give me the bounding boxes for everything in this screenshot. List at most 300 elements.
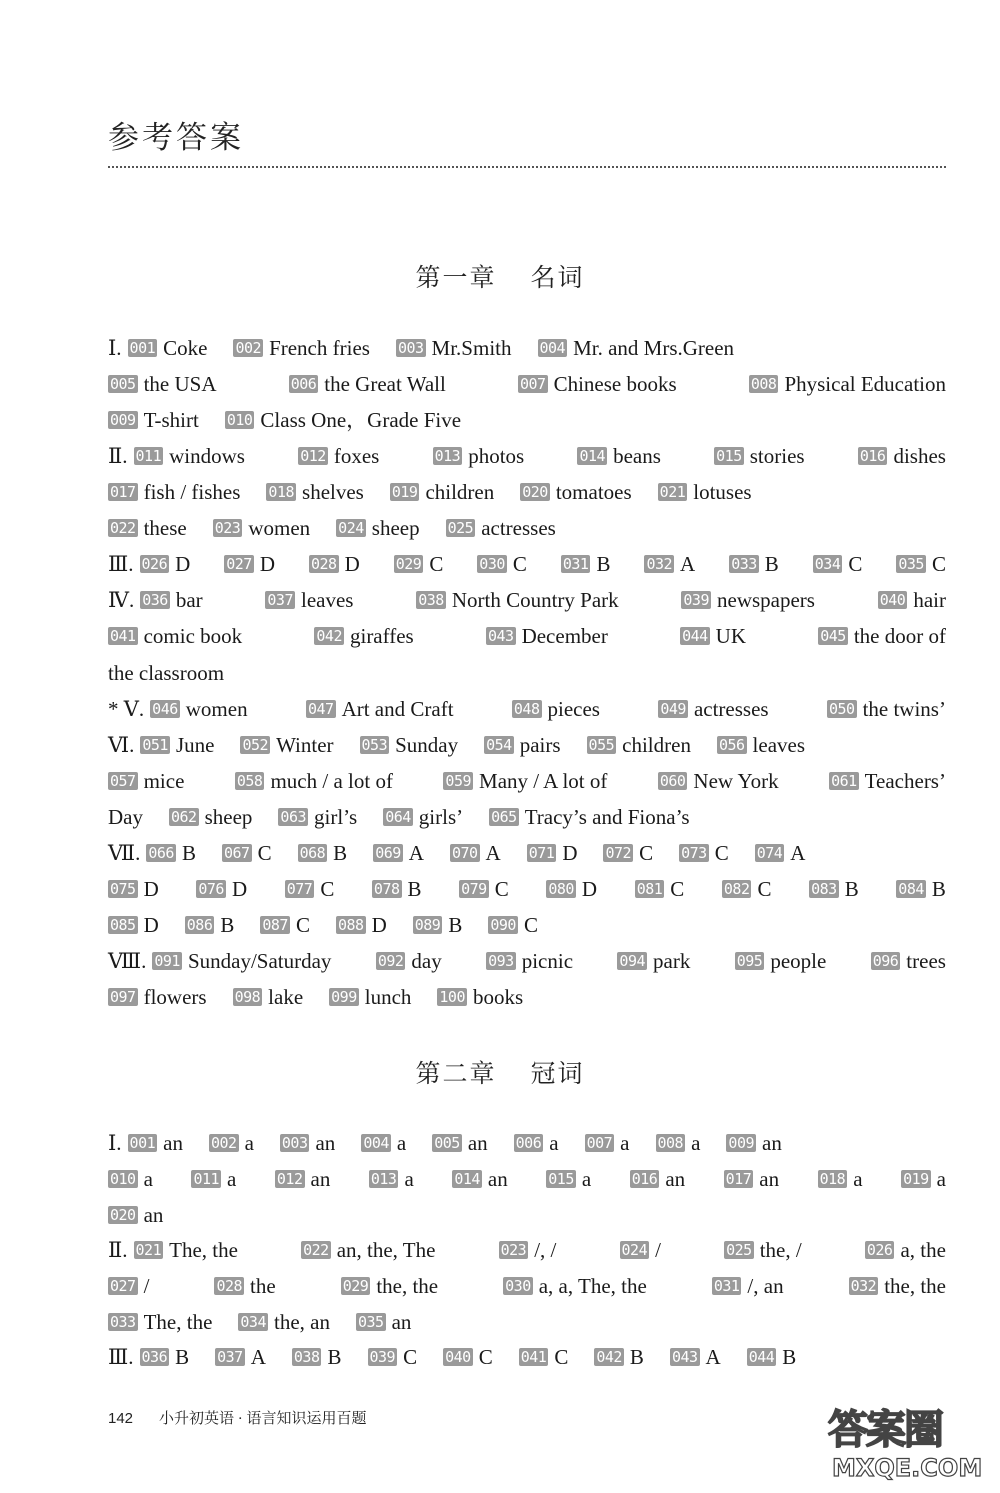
answer-text: women	[185, 697, 248, 721]
answer-text: lake	[268, 985, 304, 1009]
answer-text: A	[790, 841, 806, 865]
answer-text: an, the, The	[336, 1238, 436, 1262]
question-number-badge: 096	[872, 952, 899, 970]
answer-text: a	[853, 1167, 863, 1191]
answer-item	[437, 982, 523, 1012]
question-number-badge: 021	[135, 1241, 162, 1259]
answer-item	[446, 513, 556, 543]
answer-text: flowers	[143, 985, 207, 1009]
question-number-badge: 034	[814, 555, 841, 573]
answer-item	[341, 1271, 438, 1301]
answer-item	[520, 477, 631, 507]
question-number-badge: 045	[820, 627, 846, 645]
answer-item	[265, 585, 353, 615]
answer-line	[108, 1271, 946, 1301]
answer-text: D	[259, 552, 276, 576]
question-number-badge: 086	[186, 916, 213, 934]
line-lead	[108, 585, 203, 615]
question-number-badge: 056	[718, 736, 745, 754]
answer-text: D	[231, 877, 248, 901]
answer-text: an	[665, 1167, 686, 1191]
answer-text: C	[429, 552, 444, 576]
answer-text: A	[485, 841, 501, 865]
answer-item	[459, 874, 509, 904]
question-number-badge: 024	[621, 1241, 648, 1259]
question-number-badge: 028	[310, 555, 337, 573]
answer-text: C	[931, 552, 946, 576]
question-number-badge: 031	[562, 555, 589, 573]
answer-item	[292, 1342, 342, 1372]
question-number-badge: 021	[659, 483, 686, 501]
answer-item	[433, 441, 525, 471]
question-number-badge: 097	[110, 988, 136, 1006]
question-number-badge: 012	[276, 1170, 303, 1188]
answer-text: Art and Craft	[341, 697, 454, 721]
answer-text: a	[549, 1131, 559, 1155]
question-number-badge: 007	[586, 1134, 613, 1152]
answer-item	[108, 766, 184, 796]
answer-line	[108, 658, 946, 688]
answer-text: newspapers	[717, 588, 815, 612]
answer-text: an	[163, 1131, 183, 1155]
answer-item	[306, 694, 454, 724]
question-number-badge: 067	[223, 844, 250, 862]
answer-item	[829, 766, 946, 796]
answer-text: windows	[169, 444, 245, 468]
question-number-badge: 088	[337, 916, 364, 934]
answer-item	[594, 1342, 644, 1372]
answer-item	[108, 621, 242, 651]
answer-text: The, the	[143, 1310, 213, 1334]
answer-item	[635, 874, 685, 904]
question-number-badge: 028	[216, 1277, 243, 1295]
answer-text: D	[344, 552, 360, 576]
question-number-badge: 069	[375, 844, 401, 862]
answer-item	[514, 1128, 559, 1158]
question-number-badge: 055	[588, 736, 615, 754]
answer-item	[383, 802, 463, 832]
chapter-1-heading	[0, 258, 1000, 294]
section-numeral: Ⅰ.	[108, 336, 122, 360]
answer-item	[679, 838, 729, 868]
answer-item	[477, 549, 527, 579]
answer-text: fish / fishes	[143, 480, 241, 504]
question-number-badge: 044	[682, 627, 708, 645]
answer-text: park	[653, 949, 691, 973]
answer-item	[128, 333, 208, 363]
answer-text: leaves	[752, 733, 806, 757]
answer-text: picnic	[521, 949, 574, 973]
question-number-badge: 081	[636, 880, 663, 898]
answer-item	[486, 946, 573, 976]
question-number-badge: 027	[110, 1277, 136, 1295]
question-number-badge: 059	[445, 772, 472, 790]
line-lead	[108, 1342, 215, 1372]
question-number-badge: 019	[391, 483, 418, 501]
answer-line	[108, 441, 946, 471]
section-numeral: Ⅶ.	[108, 841, 141, 865]
answer-text: children	[425, 480, 495, 504]
question-number-badge: 011	[135, 447, 162, 465]
answer-item	[224, 549, 275, 579]
answer-text: /, an	[747, 1274, 784, 1298]
answer-text: C	[554, 1345, 569, 1369]
answer-item	[499, 1235, 557, 1265]
section-numeral: Ⅷ.	[108, 949, 147, 973]
answer-item	[658, 766, 779, 796]
answer-text: A	[408, 841, 424, 865]
answer-text: foxes	[333, 444, 380, 468]
answer-item	[215, 1342, 266, 1372]
answer-text: an	[391, 1310, 412, 1334]
answer-item	[361, 1128, 406, 1158]
question-number-badge: 027	[226, 555, 252, 573]
answer-item	[484, 730, 560, 760]
answer-text: much / a lot of	[270, 769, 393, 793]
answer-text: mice	[143, 769, 185, 793]
answer-text: an	[759, 1167, 780, 1191]
answer-text: an	[315, 1131, 336, 1155]
question-number-badge: 084	[898, 880, 924, 898]
answer-item	[396, 333, 512, 363]
answer-text: actresses	[693, 697, 769, 721]
answer-item	[336, 910, 387, 940]
answer-text: trees	[906, 949, 946, 973]
question-number-badge: 003	[281, 1134, 308, 1152]
answer-item	[368, 1342, 418, 1372]
answer-line	[108, 874, 946, 904]
question-number-badge: 066	[148, 844, 174, 862]
answer-line	[108, 405, 946, 435]
answer-text: B	[175, 1345, 190, 1369]
answer-text: C	[403, 1345, 418, 1369]
answer-text: B	[629, 1345, 644, 1369]
answer-item	[191, 1164, 236, 1194]
question-number-badge: 017	[725, 1170, 752, 1188]
question-number-badge: 025	[447, 519, 474, 537]
chapter-number: 第一章	[415, 265, 497, 292]
answer-text: Sunday	[395, 733, 459, 757]
question-number-badge: 043	[487, 627, 514, 645]
question-number-badge: 034	[240, 1313, 266, 1331]
question-number-badge: 022	[110, 519, 136, 537]
question-number-badge: 098	[234, 988, 261, 1006]
answer-text: December	[521, 624, 608, 648]
section-numeral: Ⅲ.	[108, 552, 134, 576]
answer-line	[108, 982, 946, 1012]
answer-text: books	[473, 985, 524, 1009]
answer-text: the door of	[853, 624, 946, 648]
answer-text: a	[244, 1131, 254, 1155]
question-number-badge: 078	[373, 880, 400, 898]
answer-item	[275, 1164, 330, 1194]
answer-item	[285, 874, 335, 904]
answer-item	[413, 910, 463, 940]
answer-item	[620, 1235, 661, 1265]
answer-text: D	[175, 552, 191, 576]
question-number-badge: 002	[210, 1134, 237, 1152]
question-number-badge: 005	[434, 1134, 460, 1152]
answer-text: Many / A lot of	[479, 769, 608, 793]
answer-text: C	[757, 877, 772, 901]
question-number-badge: 025	[726, 1241, 752, 1259]
question-number-badge: 003	[397, 339, 424, 357]
line-lead	[108, 838, 222, 868]
answer-text: giraffes	[349, 624, 414, 648]
answer-item	[108, 1200, 163, 1230]
answer-item	[108, 874, 159, 904]
answer-item	[486, 621, 608, 651]
question-number-badge: 040	[879, 591, 906, 609]
chapter-2-heading	[0, 1054, 1000, 1090]
question-number-badge: 063	[280, 808, 307, 826]
question-number-badge: 048	[513, 700, 540, 718]
answer-text: leaves	[301, 588, 354, 612]
question-number-badge: 022	[303, 1241, 329, 1259]
answer-item	[878, 585, 946, 615]
question-number-badge: 037	[217, 1348, 243, 1366]
answer-item	[858, 441, 946, 471]
answer-text: B	[333, 841, 348, 865]
answer-text: bar	[175, 588, 203, 612]
answer-item	[755, 838, 806, 868]
answer-item	[225, 405, 461, 435]
answer-text: B	[327, 1345, 342, 1369]
watermark-text: 答案圈	[828, 1407, 942, 1453]
answer-line	[108, 585, 946, 615]
question-number-badge: 016	[859, 447, 886, 465]
question-number-badge: 029	[395, 555, 422, 573]
answer-text: the Great Wall	[324, 372, 446, 396]
answer-text: /	[143, 1274, 150, 1298]
answer-item	[577, 441, 660, 471]
answer-text: Mr. and Mrs.Green	[573, 336, 735, 360]
answer-line	[108, 766, 946, 796]
answer-item	[169, 802, 252, 832]
answer-item	[108, 910, 159, 940]
answer-item	[278, 802, 357, 832]
answer-text: D	[371, 913, 387, 937]
line-lead	[108, 1128, 209, 1158]
answer-item	[818, 1164, 863, 1194]
line-lead	[108, 333, 233, 363]
section-numeral: Ⅵ.	[108, 733, 135, 757]
answer-item	[658, 477, 752, 507]
answer-item	[714, 441, 804, 471]
question-number-badge: 073	[681, 844, 707, 862]
answer-item	[140, 1342, 190, 1372]
answer-item	[309, 549, 360, 579]
question-number-badge: 041	[520, 1348, 547, 1366]
answer-text: the, the	[884, 1274, 946, 1298]
question-number-badge: 040	[445, 1348, 471, 1366]
answer-item	[503, 1271, 647, 1301]
question-number-badge: 071	[528, 844, 555, 862]
question-number-badge: 076	[198, 880, 224, 898]
question-number-badge: 017	[110, 483, 136, 501]
answer-line	[108, 549, 946, 579]
answer-item	[369, 1164, 414, 1194]
answer-item	[289, 369, 446, 399]
answer-text: C	[639, 841, 654, 865]
answer-text: a	[227, 1167, 237, 1191]
question-number-badge: 083	[811, 880, 837, 898]
answer-item	[724, 1235, 802, 1265]
answer-item	[527, 838, 578, 868]
question-number-badge: 041	[110, 627, 136, 645]
answer-text: pairs	[519, 733, 561, 757]
answer-item	[280, 1128, 335, 1158]
answer-item	[603, 838, 653, 868]
section-numeral: Ⅰ.	[108, 1131, 122, 1155]
answer-text: photos	[468, 444, 525, 468]
line-lead	[108, 658, 224, 688]
answer-text: The, the	[169, 1238, 238, 1262]
question-number-badge: 049	[660, 700, 686, 718]
chapter-title: 冠词	[530, 1061, 585, 1088]
answer-text: C	[257, 841, 272, 865]
answer-item	[901, 1164, 946, 1194]
answer-item	[108, 405, 199, 435]
question-number-badge: 020	[110, 1206, 136, 1224]
question-number-badge: 058	[236, 772, 263, 790]
question-number-badge: 032	[850, 1277, 877, 1295]
answer-item	[128, 1128, 183, 1158]
answer-text: the, the	[376, 1274, 439, 1298]
answer-item	[644, 549, 695, 579]
chapter-title: 名词	[530, 265, 585, 292]
answer-item	[360, 730, 459, 760]
answer-item	[443, 1342, 493, 1372]
question-number-badge: 077	[286, 880, 313, 898]
question-number-badge: 057	[110, 772, 136, 790]
answer-item	[749, 369, 946, 399]
question-number-badge: 026	[866, 1241, 893, 1259]
question-number-badge: 014	[454, 1170, 480, 1188]
question-number-badge: 008	[657, 1134, 684, 1152]
answer-text: a	[581, 1167, 592, 1191]
question-number-badge: 038	[293, 1348, 320, 1366]
answer-item	[233, 333, 369, 363]
answer-item	[726, 1128, 781, 1158]
answer-line	[108, 621, 946, 651]
answer-item	[896, 549, 946, 579]
section-numeral: Ⅱ.	[108, 444, 128, 468]
answer-text: an	[467, 1131, 488, 1155]
line-lead	[108, 730, 240, 760]
answer-line	[108, 369, 946, 399]
question-number-badge: 044	[748, 1348, 775, 1366]
continuation-text: the classroom	[108, 661, 225, 685]
answer-item	[735, 946, 827, 976]
answer-item	[233, 982, 304, 1012]
answer-text: Coke	[163, 336, 208, 360]
answer-item	[108, 513, 187, 543]
question-number-badge: 026	[141, 555, 168, 573]
answer-item	[213, 513, 310, 543]
answer-text: sheep	[371, 516, 420, 540]
question-number-badge: 092	[377, 952, 404, 970]
question-number-badge: 015	[548, 1170, 574, 1188]
answer-text: Chinese books	[553, 372, 677, 396]
answer-text: Sunday/Saturday	[187, 949, 332, 973]
question-number-badge: 079	[461, 880, 487, 898]
answer-item	[849, 1271, 946, 1301]
answer-text: C	[295, 913, 310, 937]
page-number: 142	[108, 1410, 134, 1427]
answer-text: dishes	[893, 444, 946, 468]
answer-text: the twins’	[862, 697, 946, 721]
answer-item	[356, 1307, 411, 1337]
answer-item	[266, 477, 363, 507]
answer-text: a	[691, 1131, 701, 1155]
answer-text: shelves	[302, 480, 364, 504]
answer-item	[394, 549, 444, 579]
answer-text: Tracy’s and Fiona’s	[524, 805, 690, 829]
answer-item	[140, 549, 191, 579]
question-number-badge: 013	[370, 1170, 397, 1188]
question-number-badge: 060	[659, 772, 686, 790]
answer-text: an	[143, 1203, 164, 1227]
answer-text: sheep	[204, 805, 253, 829]
answer-text: an	[762, 1131, 782, 1155]
answer-item	[235, 766, 393, 796]
answer-item	[209, 1128, 254, 1158]
answer-line	[108, 802, 946, 832]
site-watermark-logo	[828, 1398, 988, 1486]
answer-item	[108, 1164, 153, 1194]
answer-item	[140, 585, 202, 615]
answer-text: B	[782, 1345, 797, 1369]
answer-text: Winter	[276, 733, 334, 757]
question-number-badge: 047	[307, 700, 334, 718]
answer-item	[896, 874, 946, 904]
question-number-badge: 042	[596, 1348, 622, 1366]
answer-text: D	[143, 913, 159, 937]
question-number-badge: 051	[142, 736, 168, 754]
answer-item	[813, 549, 863, 579]
answer-line	[108, 1200, 946, 1230]
answer-line	[108, 946, 946, 976]
answer-item	[373, 838, 424, 868]
page-footer	[108, 1407, 367, 1428]
answer-item	[630, 1164, 685, 1194]
answer-text: lotuses	[693, 480, 752, 504]
answer-item	[670, 1342, 721, 1372]
answer-text: a	[936, 1167, 946, 1191]
question-number-badge: 033	[110, 1313, 136, 1331]
question-number-badge: 014	[579, 447, 606, 465]
line-lead	[108, 441, 245, 471]
answer-item	[747, 1342, 797, 1372]
answer-line	[108, 513, 946, 543]
question-number-badge: 015	[716, 447, 742, 465]
question-number-badge: 007	[520, 375, 546, 393]
answer-item	[390, 477, 494, 507]
answer-item	[376, 946, 442, 976]
answer-item	[680, 621, 746, 651]
question-number-badge: 018	[819, 1170, 846, 1188]
answer-item	[818, 621, 946, 651]
answer-text: day	[411, 949, 442, 973]
answer-item	[809, 874, 859, 904]
answer-item	[372, 874, 422, 904]
answer-line	[108, 1342, 946, 1372]
section-numeral: * Ⅴ.	[108, 697, 145, 721]
answer-text: French fries	[269, 336, 370, 360]
answer-text: the, an	[274, 1310, 330, 1334]
answer-item	[196, 874, 247, 904]
